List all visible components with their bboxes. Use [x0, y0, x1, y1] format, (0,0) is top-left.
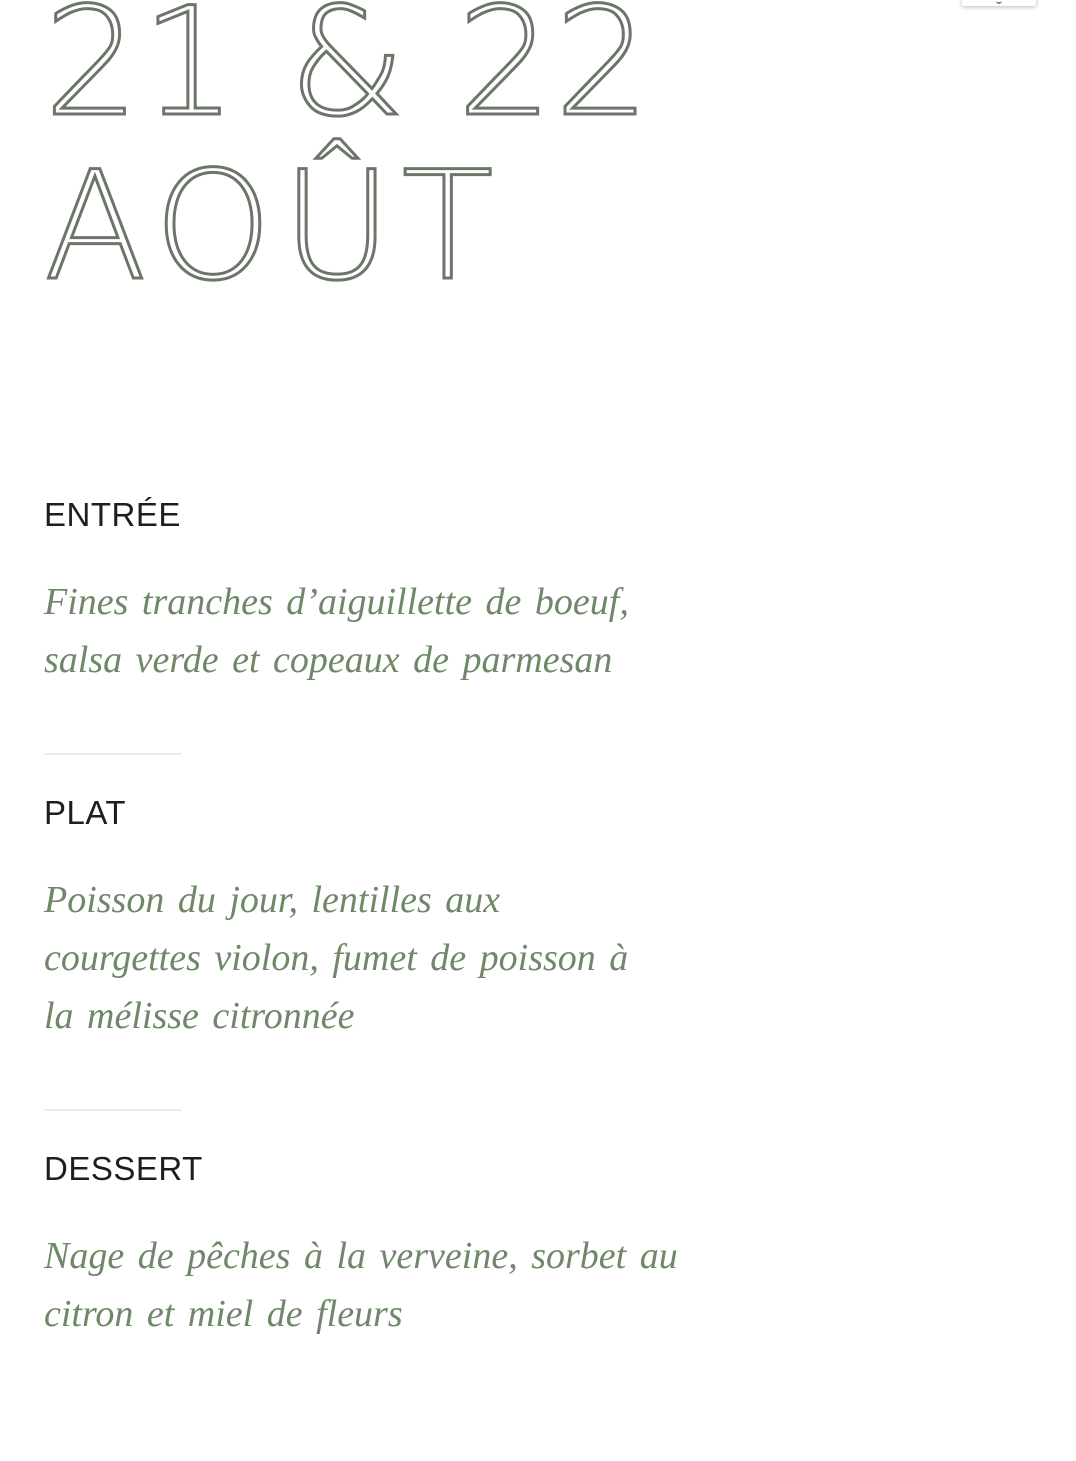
section-divider: [44, 1109, 182, 1111]
dish-line: citron et miel de fleurs: [44, 1293, 403, 1335]
dish-line: Nage de pêches à la verveine, sorbet au: [44, 1235, 678, 1277]
top-pull-tab[interactable]: [962, 0, 1036, 6]
dish-line: salsa verde et copeaux de parmesan: [44, 639, 613, 681]
section-label-plat: PLAT: [44, 794, 127, 831]
dish-line: la mélisse citronnée: [44, 995, 355, 1037]
menu-section-dessert: [44, 1152, 764, 1343]
section-label-dessert: DESSERT: [44, 1150, 203, 1187]
date-days: 21 & 22: [44, 0, 653, 150]
dish-plat: [44, 871, 764, 1045]
section-divider: [44, 753, 182, 755]
dish-dessert: [44, 1227, 764, 1343]
dish-line: courgettes violon, fumet de poisson à: [44, 937, 629, 979]
dish-entree: [44, 573, 764, 689]
chevron-down-icon: [996, 0, 1002, 4]
dish-line: Fines tranches d’aiguillette de boeuf,: [44, 581, 629, 623]
section-label-entree: ENTRÉE: [44, 496, 181, 533]
date-month: AOÛT: [44, 140, 504, 314]
dish-line: Poisson du jour, lentilles aux: [44, 879, 501, 921]
menu-section-entree: [44, 498, 764, 689]
menu-section-plat: [44, 796, 764, 1045]
